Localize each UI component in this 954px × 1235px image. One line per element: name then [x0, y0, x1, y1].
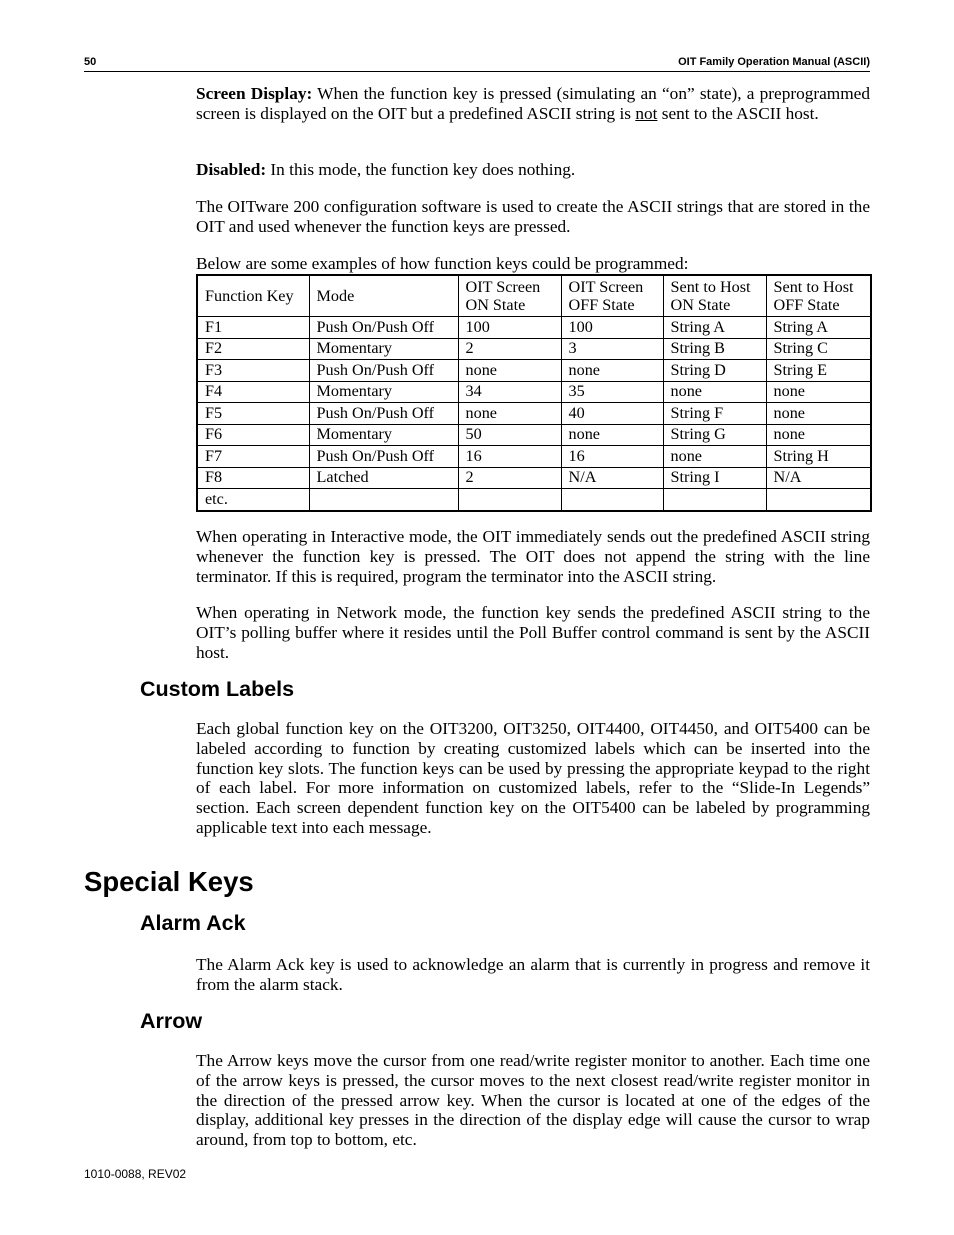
header-sent-host-off: Sent to Host OFF State	[766, 275, 871, 317]
table-cell: Push On/Push Off	[309, 403, 458, 425]
header-function-key: Function Key	[197, 275, 309, 317]
arrow-heading: Arrow	[140, 1009, 203, 1033]
table-cell: Push On/Push Off	[309, 360, 458, 382]
table-cell: Push On/Push Off	[309, 446, 458, 468]
table-cell: F4	[197, 381, 309, 403]
table-cell: F5	[197, 403, 309, 425]
header-oit-screen-off: OIT Screen OFF State	[561, 275, 663, 317]
examples-intro: Below are some examples of how function keys could be programmed:	[196, 254, 689, 273]
table-cell: Momentary	[309, 381, 458, 403]
function-key-table	[196, 274, 872, 512]
table-cell: F8	[197, 467, 309, 489]
table-cell: String H	[766, 446, 871, 468]
document-id: 1010-0088, REV02	[84, 1167, 187, 1181]
table-cell: 40	[561, 403, 663, 425]
table-cell: none	[663, 381, 766, 403]
table-cell: Latched	[309, 467, 458, 489]
table-cell	[458, 489, 561, 511]
table-row	[197, 317, 871, 339]
network-paragraph: When operating in Network mode, the function key sends the predefined ASCII string to the OIT’s polling buffer where it resides until the Poll Buffer control command is sent by the ASCII host.	[196, 603, 870, 662]
alarm-ack-heading: Alarm Ack	[140, 911, 246, 935]
table-cell: F3	[197, 360, 309, 382]
table-cell: 2	[458, 338, 561, 360]
table-row	[197, 360, 871, 382]
screen-display-text-1: When the function key is pressed (simulating an “on” state), a preprogrammed screen is displayed on the OIT but a predefined ASCII string is	[196, 84, 870, 123]
table-cell: F1	[197, 317, 309, 339]
table-header-row	[197, 275, 871, 317]
table-cell: 34	[458, 381, 561, 403]
table-cell: 16	[458, 446, 561, 468]
table-cell	[561, 489, 663, 511]
table-row	[197, 381, 871, 403]
screen-display-not: not	[635, 103, 658, 123]
header-mode: Mode	[309, 275, 458, 317]
table-cell: none	[458, 360, 561, 382]
table-row	[197, 403, 871, 425]
table-cell: F7	[197, 446, 309, 468]
custom-labels-heading: Custom Labels	[140, 677, 295, 701]
table-row	[197, 467, 871, 489]
table-cell: String A	[766, 317, 871, 339]
table-cell: String A	[663, 317, 766, 339]
table-cell: 35	[561, 381, 663, 403]
disabled-term: Disabled:	[196, 160, 267, 179]
manual-title: OIT Family Operation Manual (ASCII)	[678, 56, 870, 68]
screen-display-term: Screen Display:	[196, 84, 313, 103]
disabled-paragraph	[196, 160, 870, 180]
table-cell: String I	[663, 467, 766, 489]
table-cell: String C	[766, 338, 871, 360]
table-cell: 100	[561, 317, 663, 339]
table-cell	[309, 489, 458, 511]
table-row	[197, 338, 871, 360]
interactive-paragraph: When operating in Interactive mode, the OIT immediately sends out the predefined ASCII string whenever the function key is pressed. The OIT does not append the string with the line terminator. If this is required, program the terminator into the ASCII string.	[196, 527, 870, 586]
table-cell: 3	[561, 338, 663, 360]
arrow-paragraph: The Arrow keys move the cursor from one read/write register monitor to another. Each time one of the arrow keys is pressed, the cursor moves to the next closest read/write register monitor in the direction of the pressed arrow key. When the cursor is located at one of the edges of the display, additional key presses in the direction of the display edge will cause the cursor to wrap around, from top to bottom, etc.	[196, 1051, 870, 1150]
table-cell: String F	[663, 403, 766, 425]
header-sent-host-on: Sent to Host ON State	[663, 275, 766, 317]
oitware-paragraph: The OITware 200 configuration software is used to create the ASCII strings that are stored in the OIT and used whenever the function keys are pressed.	[196, 197, 870, 236]
table-cell: String E	[766, 360, 871, 382]
table-cell: 50	[458, 424, 561, 446]
table-cell: Momentary	[309, 338, 458, 360]
table-cell: none	[766, 381, 871, 403]
table-cell: Push On/Push Off	[309, 317, 458, 339]
table-row	[197, 424, 871, 446]
table-cell: F6	[197, 424, 309, 446]
table-cell: none	[766, 424, 871, 446]
page-number: 50	[84, 56, 97, 68]
table-cell: none	[561, 360, 663, 382]
table-cell: none	[663, 446, 766, 468]
special-keys-heading: Special Keys	[84, 866, 254, 897]
table-cell: String D	[663, 360, 766, 382]
page-header	[84, 55, 870, 72]
header-oit-screen-on: OIT Screen ON State	[458, 275, 561, 317]
table-cell: 100	[458, 317, 561, 339]
table-row	[197, 446, 871, 468]
disabled-text: In this mode, the function key does nothing.	[266, 160, 576, 179]
table-cell: N/A	[561, 467, 663, 489]
table-cell: F2	[197, 338, 309, 360]
table-cell: N/A	[766, 467, 871, 489]
table-cell: String G	[663, 424, 766, 446]
table-row	[197, 489, 871, 511]
table-cell: String B	[663, 338, 766, 360]
table-cell: 16	[561, 446, 663, 468]
alarm-ack-paragraph: The Alarm Ack key is used to acknowledge an alarm that is currently in progress and remove it from the alarm stack.	[196, 955, 870, 994]
custom-labels-paragraph: Each global function key on the OIT3200, OIT3250, OIT4400, OIT4450, and OIT5400 can be labeled according to function by creating customized labels which can be inserted into the function key slots. The function keys can be used by pressing the appropriate keypad to the right of each label. For more information on customized labels, refer to the “Slide-In Legends” section. Each screen dependent function key on the OIT5400 can be labeled by programming applicable text into each message.	[196, 719, 870, 837]
table-cell: none	[561, 424, 663, 446]
screen-display-paragraph	[196, 84, 870, 124]
table-cell: 2	[458, 467, 561, 489]
table-cell: Momentary	[309, 424, 458, 446]
table-cell: etc.	[197, 489, 309, 511]
table-cell: none	[458, 403, 561, 425]
table-cell: none	[766, 403, 871, 425]
screen-display-text-2: sent to the ASCII host.	[657, 103, 819, 123]
table-cell	[663, 489, 766, 511]
table-cell	[766, 489, 871, 511]
